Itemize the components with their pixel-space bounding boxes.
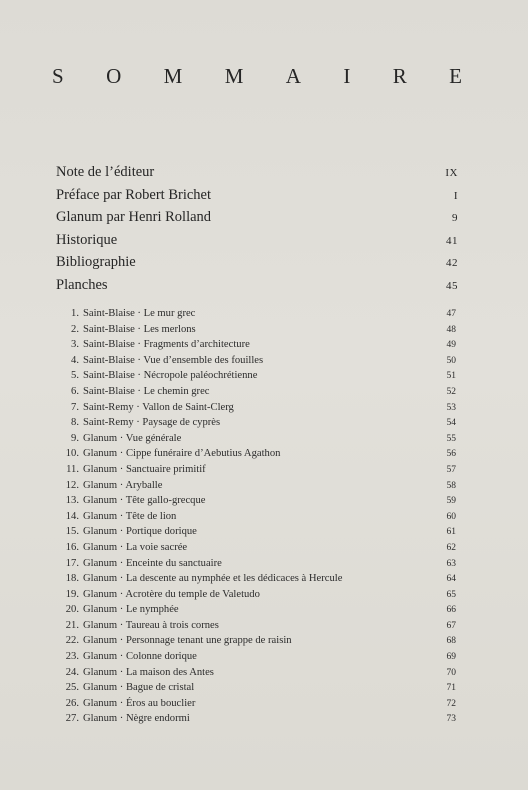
- plate-label: Saint-Remy · Vallon de Saint-Clerg: [83, 401, 234, 413]
- plate-number: 5.: [71, 370, 79, 382]
- plate-entry: [62, 620, 456, 636]
- plate-number: 10.: [65, 448, 79, 460]
- plate-page: 49: [446, 340, 456, 351]
- plate-page: 62: [446, 542, 456, 553]
- plate-number: 12.: [65, 479, 79, 491]
- plate-entry: [62, 573, 456, 589]
- plate-page: 55: [446, 433, 456, 444]
- title-letter: A: [285, 64, 301, 88]
- plate-label: Glanum · Éros au bouclier: [83, 697, 196, 709]
- plate-label: Glanum · Acrotère du temple de Valetudo: [83, 588, 260, 600]
- section-label: Bibliographie: [56, 254, 136, 271]
- plate-number: 3.: [71, 339, 79, 351]
- plate-number: 13.: [65, 495, 79, 507]
- plate-number: 4.: [71, 354, 79, 366]
- plate-label: Saint-Blaise · Nécropole paléochrétienne: [83, 370, 258, 382]
- title-letter: I: [343, 64, 351, 88]
- plate-entry: [62, 667, 456, 683]
- plate-number: 8.: [71, 417, 79, 429]
- plate-number: 14.: [65, 510, 79, 522]
- title-letter: M: [163, 64, 183, 88]
- plate-page: 73: [446, 714, 456, 725]
- plate-label: Glanum · Tête gallo-grecque: [83, 495, 206, 507]
- plate-number: 17.: [65, 557, 79, 569]
- section-entry: [56, 187, 458, 210]
- section-label: Historique: [56, 231, 118, 248]
- section-list: [56, 164, 458, 300]
- plate-page: 65: [446, 589, 456, 600]
- plate-entry: [62, 526, 456, 542]
- plate-entry: [62, 635, 456, 651]
- plate-entry: [62, 355, 456, 371]
- plate-label: Glanum · Nègre endormi: [83, 713, 190, 725]
- plate-number: 2.: [71, 323, 79, 335]
- plate-page: 47: [446, 309, 456, 319]
- plate-entry: [62, 558, 456, 574]
- plate-number: 24.: [65, 666, 79, 678]
- plate-label: Saint-Blaise · Le chemin grec: [83, 385, 210, 397]
- plate-number: 25.: [65, 682, 79, 694]
- plate-page: 57: [446, 464, 456, 475]
- plate-page: 52: [446, 386, 456, 397]
- plate-page: 70: [446, 667, 456, 678]
- title-letter: R: [392, 64, 407, 88]
- section-page: 45: [446, 279, 458, 292]
- plate-label: Glanum · La descente au nymphée et les dédicaces à Hercule: [83, 573, 343, 585]
- section-entry: [56, 209, 458, 232]
- plate-entry: [62, 386, 456, 402]
- plate-number: 11.: [66, 463, 79, 475]
- plate-label: Glanum · Colonne dorique: [83, 651, 197, 663]
- section-label: Préface par Robert Brichet: [56, 186, 211, 203]
- plate-entry: [62, 480, 456, 496]
- plate-label: Glanum · Vue générale: [83, 432, 182, 444]
- page-title: [52, 64, 462, 89]
- plate-label: Glanum · Le nymphée: [83, 604, 179, 616]
- plate-entry: [62, 651, 456, 667]
- plate-page: 51: [446, 371, 456, 382]
- plate-number: 19.: [65, 588, 79, 600]
- plate-number: 27.: [65, 713, 79, 725]
- section-page: IX: [445, 167, 458, 179]
- plate-number: 9.: [71, 432, 79, 444]
- plate-label: Saint-Blaise · Les merlons: [83, 323, 196, 335]
- plate-number: 20.: [65, 604, 79, 616]
- plate-entry: [62, 308, 456, 324]
- plate-label: Saint-Blaise · Fragments d’architecture: [83, 339, 250, 351]
- plate-page: 71: [446, 683, 456, 694]
- plate-number: 1.: [71, 308, 79, 319]
- plate-label: Glanum · Portique dorique: [83, 526, 197, 538]
- title-letter: E: [449, 64, 462, 88]
- section-label: Note de l’éditeur: [56, 164, 155, 180]
- plate-label: Glanum · Bague de cristal: [83, 682, 195, 694]
- section-page: 9: [452, 212, 458, 225]
- plate-entry: [62, 464, 456, 480]
- plate-page: 59: [446, 496, 456, 507]
- plate-entry: [62, 542, 456, 558]
- plate-page: 58: [446, 480, 456, 491]
- plate-list: [62, 308, 456, 729]
- plate-page: 68: [446, 636, 456, 647]
- plate-entry: [62, 324, 456, 340]
- plate-number: 23.: [65, 651, 79, 663]
- section-page: 41: [446, 234, 458, 247]
- plate-entry: [62, 339, 456, 355]
- plate-label: Glanum · Aryballe: [83, 479, 163, 491]
- section-label: Planches: [56, 276, 108, 293]
- plate-page: 69: [446, 652, 456, 663]
- section-entry: [56, 277, 458, 300]
- plate-entry: [62, 433, 456, 449]
- plate-page: 72: [446, 698, 456, 709]
- plate-page: 56: [446, 449, 456, 460]
- plate-label: Glanum · Cippe funéraire d’Aebutius Agathon: [83, 448, 281, 460]
- title-letter: S: [52, 64, 64, 88]
- plate-entry: [62, 713, 456, 729]
- plate-entry: [62, 417, 456, 433]
- plate-number: 15.: [65, 526, 79, 538]
- section-label: Glanum par Henri Rolland: [56, 209, 212, 226]
- section-entry: [56, 232, 458, 255]
- plate-page: 54: [446, 418, 456, 429]
- plate-label: Glanum · Taureau à trois cornes: [83, 619, 219, 631]
- plate-label: Saint-Remy · Paysage de cyprès: [83, 417, 221, 429]
- plate-page: 64: [446, 574, 456, 585]
- plate-page: 53: [446, 402, 456, 413]
- plate-label: Glanum · La voie sacrée: [83, 541, 188, 553]
- plate-label: Glanum · Sanctuaire primitif: [83, 463, 206, 475]
- plate-entry: [62, 448, 456, 464]
- plate-page: 50: [446, 355, 456, 366]
- plate-entry: [62, 402, 456, 418]
- title-letter: O: [106, 64, 122, 88]
- plate-entry: [62, 495, 456, 511]
- plate-label: Saint-Blaise · Le mur grec: [83, 308, 196, 319]
- plate-page: 67: [446, 620, 456, 631]
- plate-entry: [62, 511, 456, 527]
- plate-entry: [62, 604, 456, 620]
- plate-number: 22.: [65, 635, 79, 647]
- plate-label: Glanum · La maison des Antes: [83, 666, 214, 678]
- plate-label: Glanum · Tête de lion: [83, 510, 177, 522]
- plate-label: Saint-Blaise · Vue d’ensemble des fouilles: [83, 354, 264, 366]
- plate-number: 18.: [65, 573, 79, 585]
- plate-number: 6.: [71, 385, 79, 397]
- plate-number: 16.: [65, 541, 79, 553]
- plate-label: Glanum · Personnage tenant une grappe de raisin: [83, 635, 292, 647]
- plate-number: 7.: [71, 401, 79, 413]
- plate-number: 21.: [65, 619, 79, 631]
- section-entry: [56, 254, 458, 277]
- section-page: 42: [446, 257, 458, 270]
- plate-entry: [62, 370, 456, 386]
- plate-label: Glanum · Enceinte du sanctuaire: [83, 557, 222, 569]
- plate-number: 26.: [65, 697, 79, 709]
- plate-page: 66: [446, 605, 456, 616]
- plate-page: 61: [446, 527, 456, 538]
- plate-entry: [62, 589, 456, 605]
- plate-page: 60: [446, 511, 456, 522]
- section-entry: [56, 164, 458, 187]
- plate-entry: [62, 698, 456, 714]
- plate-page: 48: [446, 324, 456, 335]
- plate-page: 63: [446, 558, 456, 569]
- title-letter: M: [224, 64, 244, 88]
- section-page: I: [453, 189, 458, 202]
- plate-entry: [62, 682, 456, 698]
